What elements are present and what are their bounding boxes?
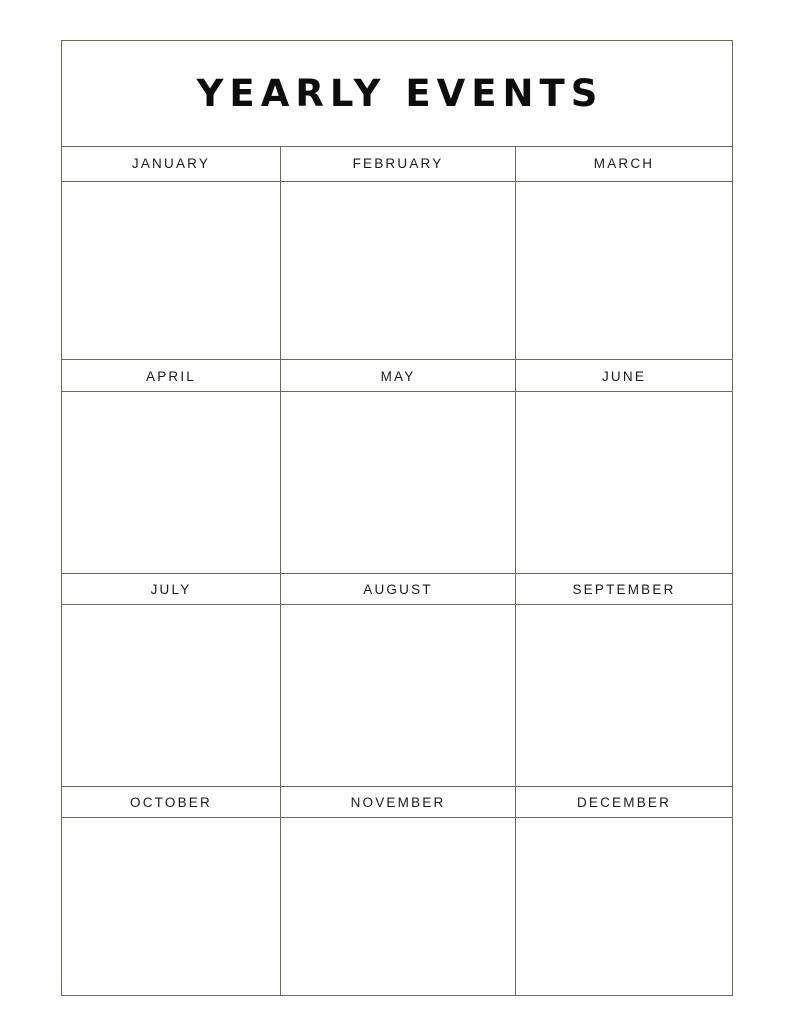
month-label-june: JUNE bbox=[601, 368, 647, 384]
month-box-september[interactable] bbox=[516, 605, 732, 786]
month-box-october[interactable] bbox=[62, 818, 280, 995]
month-box-february[interactable] bbox=[281, 182, 515, 359]
month-label-august: AUGUST bbox=[363, 581, 433, 597]
month-box-august[interactable] bbox=[281, 605, 515, 786]
month-box-november[interactable] bbox=[281, 818, 515, 995]
month-box-january[interactable] bbox=[62, 182, 280, 359]
month-label-september: SEPTEMBER bbox=[572, 581, 676, 597]
month-label-july: JULY bbox=[150, 581, 192, 597]
month-box-december[interactable] bbox=[516, 818, 732, 995]
page-title: YEARLY EVENTS bbox=[196, 72, 604, 115]
month-box-march[interactable] bbox=[516, 182, 732, 359]
month-label-january: JANUARY bbox=[131, 155, 211, 171]
month-box-june[interactable] bbox=[516, 392, 732, 573]
month-label-december: DECEMBER bbox=[576, 794, 672, 810]
month-label-april: APRIL bbox=[145, 368, 197, 384]
month-label-november: NOVEMBER bbox=[350, 794, 446, 810]
month-label-october: OCTOBER bbox=[130, 794, 212, 810]
month-label-february: FEBRUARY bbox=[352, 155, 444, 171]
title-band bbox=[62, 41, 732, 146]
yearly-events-planner bbox=[61, 40, 733, 996]
month-box-may[interactable] bbox=[281, 392, 515, 573]
month-label-may: MAY bbox=[380, 368, 416, 384]
month-box-july[interactable] bbox=[62, 605, 280, 786]
month-label-march: MARCH bbox=[593, 155, 655, 171]
month-box-april[interactable] bbox=[62, 392, 280, 573]
